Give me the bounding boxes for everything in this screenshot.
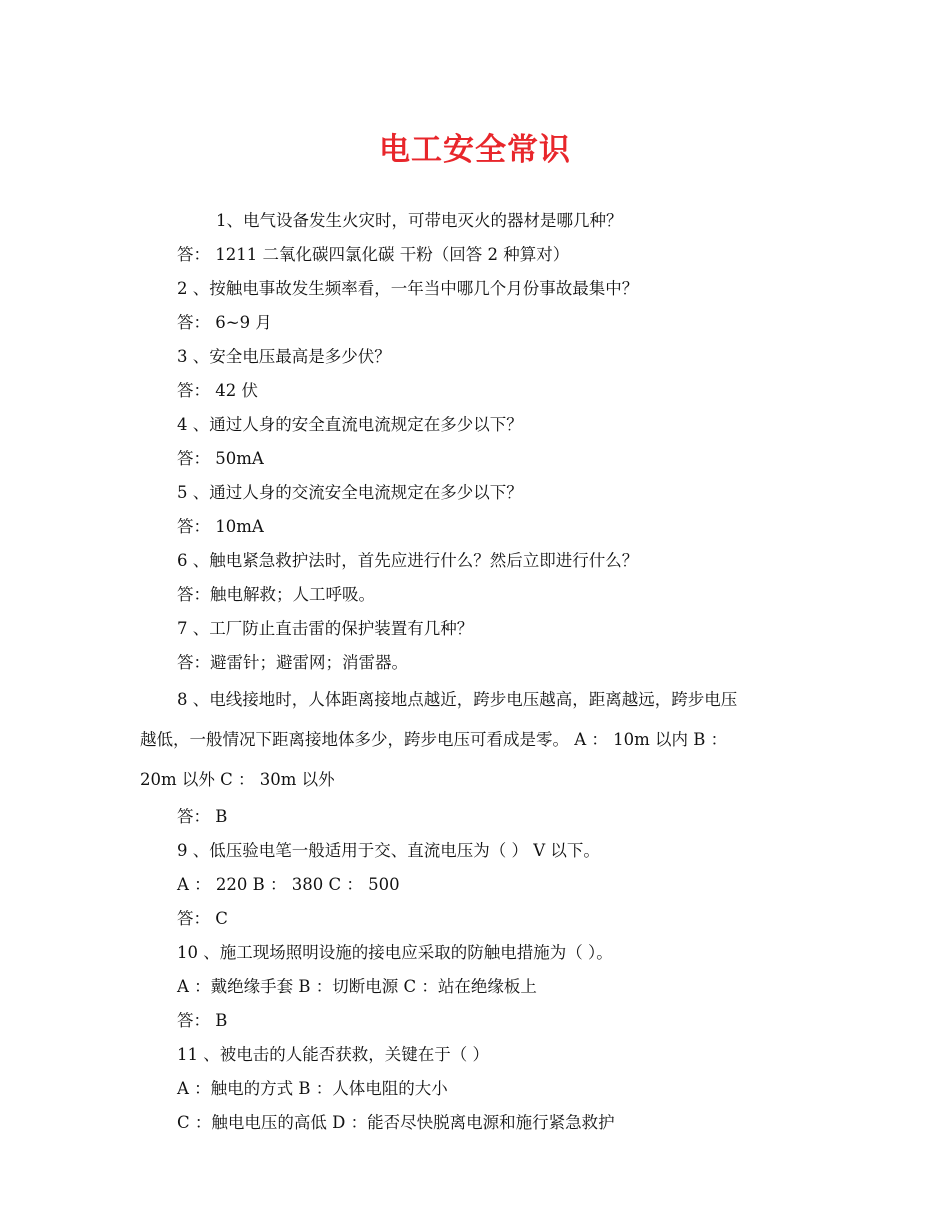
question-7: 7 、工厂防止直击雷的保护装置有几种？ [177,619,474,638]
answer-8: 答： B [177,807,228,826]
page-title: 电工安全常识 [379,132,571,168]
question-11: 11 、被电击的人能否获救，关键在于（ ） [177,1045,489,1064]
answer-1: 答： 1211 二氧化碳四氯化碳 干粉（回答 2 种算对） [177,245,570,264]
options-11-line-1: A ：触电的方式 B ：人体电阻的大小 [177,1079,448,1098]
question-9: 9 、低压验电笔一般适用于交、直流电压为（ ） V 以下。 [177,841,600,860]
question-5: 5 、通过人身的交流安全电流规定在多少以下？ [177,483,523,502]
options-10: A ：戴绝缘手套 B ：切断电源 C ：站在绝缘板上 [177,977,537,996]
answer-10: 答： B [177,1011,228,1030]
answer-6: 答：触电解救；人工呼吸。 [177,585,375,604]
question-1: 1、电气设备发生火灾时，可带电灭火的器材是哪几种？ [216,211,623,230]
options-11-line-2: C ：触电电压的高低 D ：能否尽快脱离电源和施行紧急救护 [177,1113,615,1132]
answer-4: 答： 50mA [177,449,264,468]
answer-7: 答：避雷针；避雷网；消雷器。 [177,653,408,672]
question-2: 2 、按触电事故发生频率看，一年当中哪几个月份事故最集中？ [177,279,639,298]
question-3: 3 、安全电压最高是多少伏？ [177,347,391,366]
question-10: 10 、施工现场照明设施的接电应采取的防触电措施为（ ）。 [177,943,613,962]
question-8-line-2: 越低，一般情况下距离接地体多少，跨步电压可看成是零。 A ： 10m 以内 B ： [140,730,728,749]
question-6: 6 、触电紧急救护法时，首先应进行什么？然后立即进行什么？ [177,551,639,570]
document-body [140,204,820,1140]
question-4: 4 、通过人身的安全直流电流规定在多少以下？ [177,415,523,434]
answer-9: 答： C [177,909,228,928]
question-8-line-1: 8 、电线接地时，人体距离接地点越近，跨步电压越高，距离越远，跨步电压 [177,690,738,709]
options-9: A ： 220 B ： 380 C ： 500 [177,875,400,894]
answer-5: 答： 10mA [177,517,264,536]
answer-2: 答： 6~9 月 [177,313,272,332]
answer-3: 答： 42 伏 [177,381,258,400]
question-8-line-3: 20m 以外 C ： 30m 以外 [140,770,335,789]
